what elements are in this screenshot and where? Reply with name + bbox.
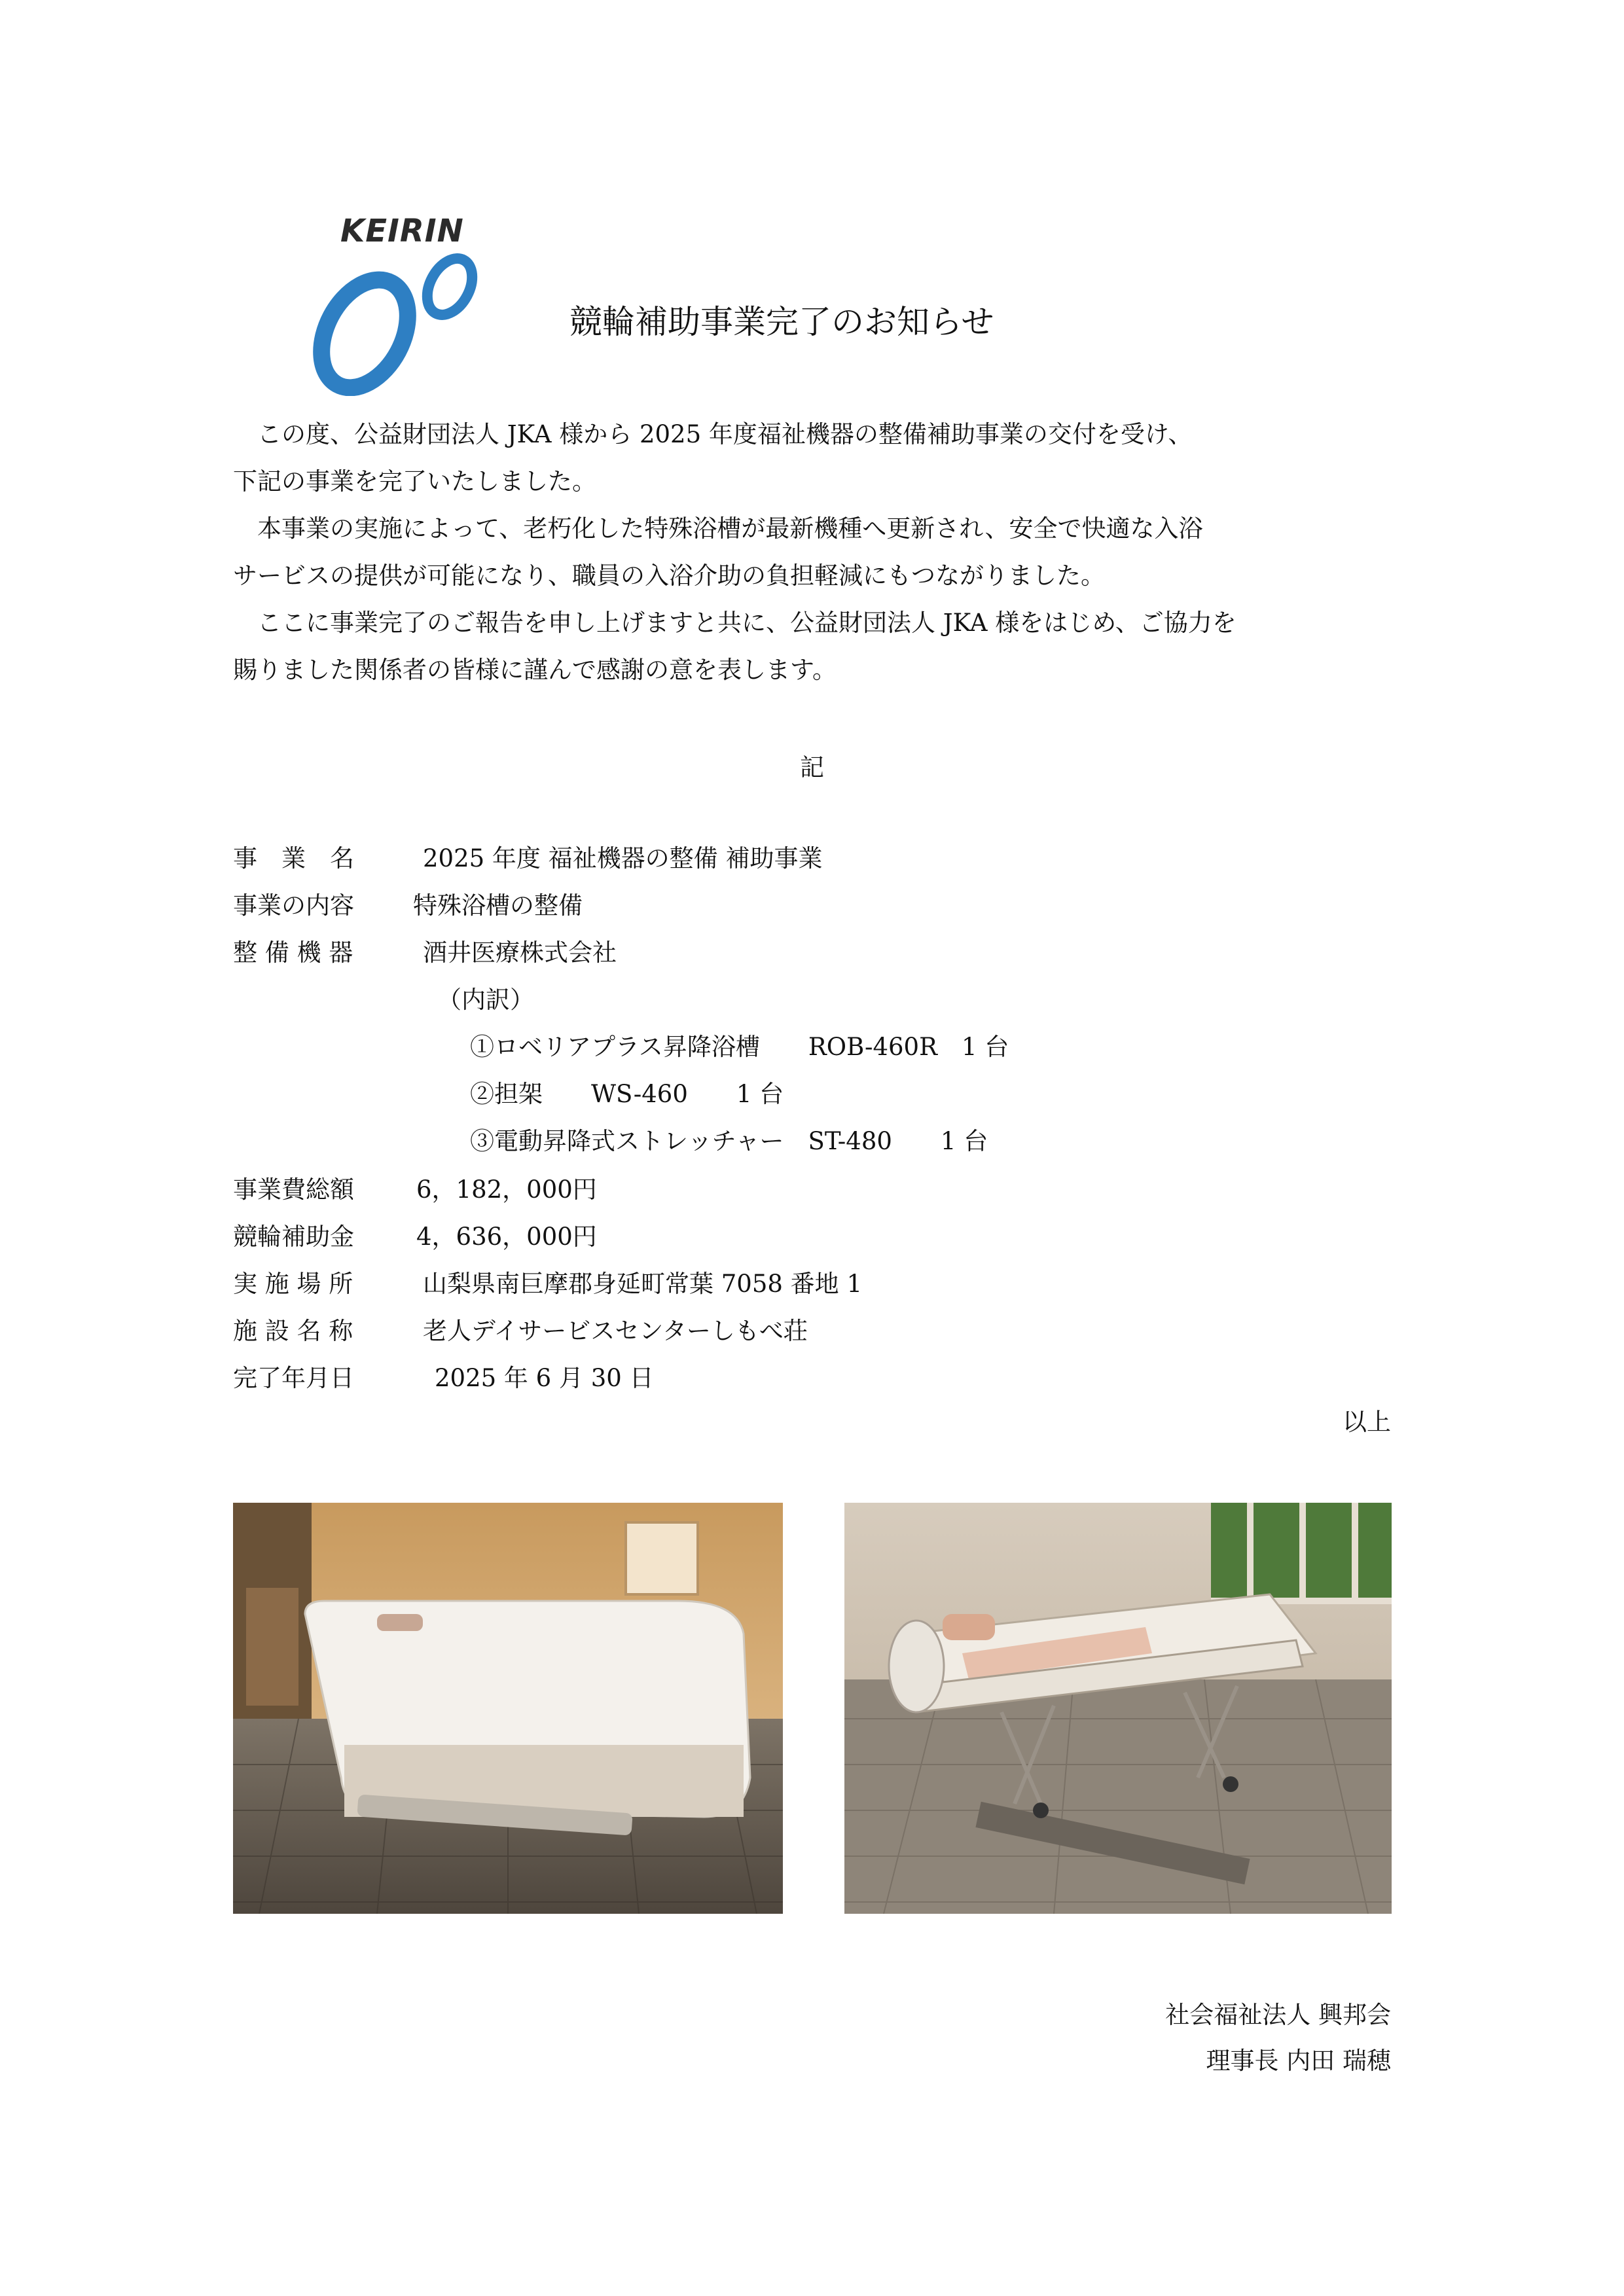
page-title: 競輪補助事業完了のお知らせ bbox=[569, 303, 994, 341]
stretcher-photo bbox=[844, 1503, 1392, 1914]
equipment-label: 整 備 機 器 bbox=[233, 939, 353, 967]
paragraph-2-line-1: 本事業の実施によって、老朽化した特殊浴槽が最新機種へ更新され、安全で快適な入浴 bbox=[257, 514, 1203, 543]
paragraph-2-line-2: サービスの提供が可能になり、職員の入浴介助の負担軽減にもつながりました。 bbox=[233, 562, 1105, 590]
paragraph-3-line-1: ここに事業完了のご報告を申し上げますと共に、公益財団法人 JKA 様をはじめ、ご協力を bbox=[257, 609, 1236, 637]
paragraph-1-line-1: この度、公益財団法人 JKA 様から 2025 年度福祉機器の整備補助事業の交付を受け、 bbox=[257, 420, 1193, 448]
ki-heading: 記 bbox=[800, 753, 824, 781]
paragraph-1-line-2: 下記の事業を完了いたしました。 bbox=[233, 467, 596, 495]
paragraph-3 bbox=[233, 600, 1392, 694]
paragraph-2 bbox=[233, 505, 1392, 600]
completion-value: 2025 年 6 月 30 日 bbox=[435, 1364, 654, 1392]
facility-label: 施 設 名 称 bbox=[233, 1317, 353, 1345]
total-cost-label: 事業費総額 bbox=[233, 1175, 354, 1204]
signature-person: 理事長 内田 瑞穂 bbox=[1206, 2047, 1391, 2075]
project-name-label: 事 業 名 bbox=[233, 844, 354, 872]
signature-organization: 社会福祉法人 興邦会 bbox=[1165, 2001, 1391, 2029]
subsidy-value: 4，636，000円 bbox=[416, 1223, 597, 1251]
item-2: ②担架 WS-460 1 台 bbox=[470, 1080, 784, 1108]
paragraph-3-line-2: 賜りました関係者の皆様に謹んで感謝の意を表します。 bbox=[233, 656, 837, 684]
location-value: 山梨県南巨摩郡身延町常葉 7058 番地 1 bbox=[423, 1270, 862, 1298]
subsidy-label: 競輪補助金 bbox=[233, 1223, 354, 1251]
location-label: 実 施 場 所 bbox=[233, 1270, 353, 1298]
bathtub-photo bbox=[233, 1503, 783, 1914]
content-value: 特殊浴槽の整備 bbox=[413, 891, 583, 920]
content-label: 事業の内容 bbox=[233, 891, 354, 920]
facility-value: 老人デイサービスセンターしもべ荘 bbox=[423, 1317, 808, 1345]
completion-label: 完了年月日 bbox=[233, 1364, 354, 1392]
logo-text: KEIRIN bbox=[340, 213, 464, 249]
item-3: ③電動昇降式ストレッチャー ST-480 1 台 bbox=[470, 1127, 988, 1155]
project-name-value: 2025 年度 福祉機器の整備 補助事業 bbox=[423, 844, 823, 872]
total-cost-value: 6，182，000円 bbox=[416, 1175, 597, 1204]
paragraph-1 bbox=[233, 411, 1392, 505]
equipment-value: 酒井医療株式会社 bbox=[423, 939, 617, 967]
closing-mark: 以上 bbox=[1343, 1408, 1391, 1436]
item-1: ①ロベリアプラス昇降浴槽 ROB-460R 1 台 bbox=[470, 1033, 1009, 1061]
breakdown-label: （内訳） bbox=[437, 986, 534, 1014]
